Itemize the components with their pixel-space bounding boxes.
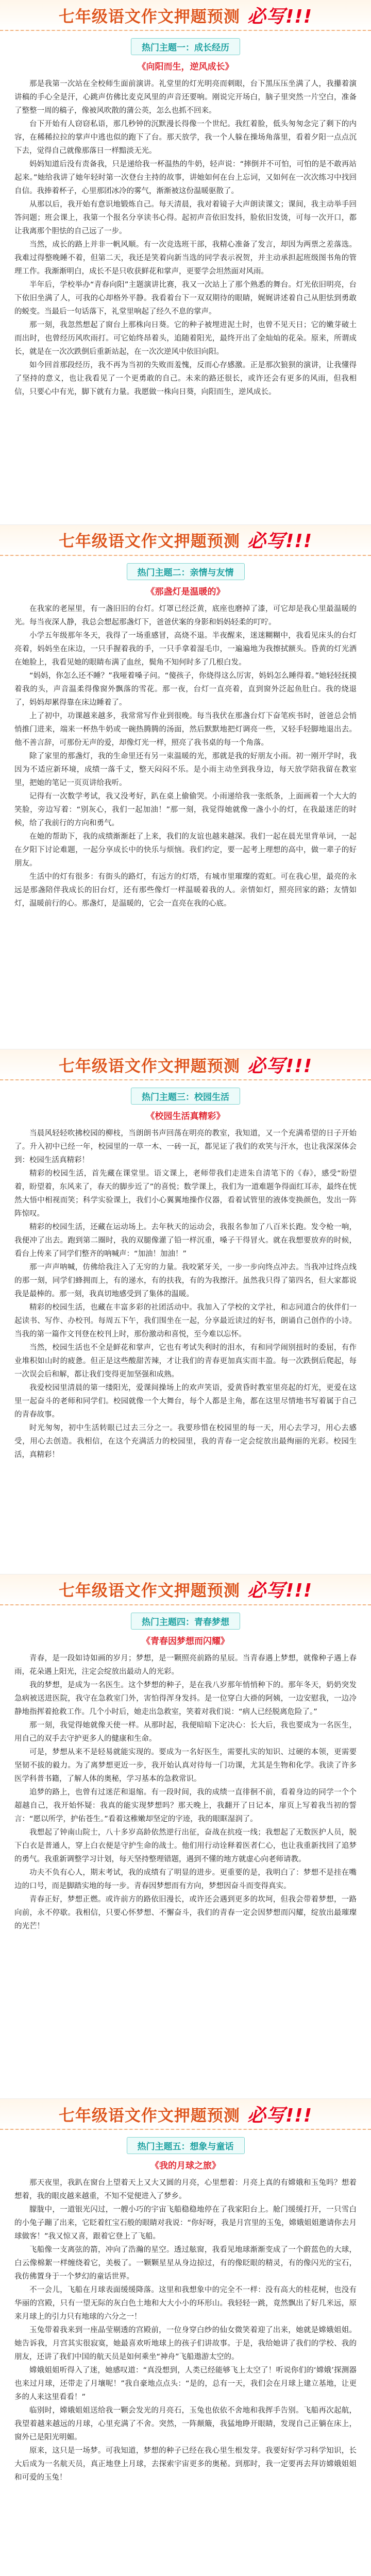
section-header (0, 1574, 371, 1605)
essay-body (0, 2176, 371, 2484)
section-header (0, 525, 371, 556)
essay-paragraph: 那一刻，我忽然想起了窗台上那株向日葵。它的种子被埋进泥土时，也曾不见天日；它的嫩芽破土而出时，也曾经历风吹雨打。可它始终昂着头，追随着阳光，最终开出了金灿灿的花朵。原来，所谓成长，就是在一次次跌倒后重新站起，在一次次逆风中依旧向阳。 (14, 321, 357, 356)
essay-paragraph: 精彩的校园生活，还藏在运动场上。去年秋天的运动会，我报名参加了八百米长跑。发令枪一响，我便冲了出去。跑到第二圈时，我的双腿像灌了铅一样沉重，嗓子干得冒火。就在我想要放弃的时候，看台上传来了同学们整齐的呐喊声：“加油！加油！” (14, 1223, 357, 1258)
essay-paragraph: 功夫不负有心人，期末考试，我的成绩有了明显的进步。更重要的是，我明白了：梦想不是挂在嘴边的口号，而是脚踏实地的每一步。青春因梦想而有方向，梦想因奋斗而变得真实。 (14, 1868, 357, 1890)
essay-paragraph: 当然，校园生活也不全是鲜花和掌声，它也有考试失利时的泪水，有和同学闹别扭时的委屈，有作业堆积如山时的疲惫。但正是这些酸甜苦辣，才让我们的青春更加真实而丰盈。每一次跌倒后爬起，每一次误会后和解，都让我们变得更加坚强和成熟。 (14, 1344, 357, 1379)
must-write-tag: 必写!!! (247, 6, 313, 27)
essay-title: 《我的月球之旅》 (150, 2161, 221, 2171)
essay-paragraph: 生活中的灯有很多：有街头的路灯，有远方的灯塔，有城市里璀璨的霓虹。可在我心里，最亮的永远是那盏陪伴我成长的旧台灯，还有那些像灯一样温暖着我的人。亲情如灯，照亮回家的路；友情如灯，温暖前行的心。那盏灯，是温暖的，它会一直亮在我的心底。 (14, 872, 357, 908)
essay-paragraph: “妈妈，你怎么还不睡？”我哑着嗓子问。“傻孩子，你烧得这么厉害，妈妈怎么睡得着。”她轻轻抚摸着我的头，声音温柔得像窗外飘落的雪花。那一夜，台灯一直亮着，直到窗外泛起鱼肚白。我的烧退了，妈妈却累得靠在床边睡着了。 (14, 671, 357, 707)
must-write-tag: 必写!!! (247, 2105, 313, 2126)
essay-section (0, 0, 371, 525)
essay-body (0, 1127, 371, 1462)
theme-label: 热门主题四：青春梦想 (131, 1613, 240, 1630)
theme-label: 热门主题二：亲情与友情 (127, 563, 245, 580)
essay-paragraph: 原来，这只是一场梦。可我知道，梦想的种子已经在我心里生根发芽。我要好好学习科学知识，长大后成为一名航天员，真正地登上月球，去探索宇宙更多的奥秘。到那时，我一定要再去拜访嫦娥姐姐和可爱的玉兔！ (14, 2447, 357, 2482)
essay-paragraph: 当晨风轻轻吹拂校园的柳枝，当朗朗书声回荡在明亮的教室，我知道，又一个充满希望的日子开始了。升入初中已经一年，校园里的一草一木、一砖一瓦，都见证了我们的欢笑与汗水，也让我深深体会到：校园生活真精彩！ (14, 1129, 357, 1164)
essay-paragraph: 时光匆匆，初中生活转眼已过去三分之一。我要珍惜在校园里的每一天，用心去学习，用心去感受，用心去创造。我相信，在这个充满活力的校园里，我的青春一定会绽放出最绚丽的光彩。校园生活，真精彩！ (14, 1424, 357, 1459)
must-write-tag: 必写!!! (247, 531, 313, 552)
must-write-tag: 必写!!! (247, 1580, 313, 1601)
essay-paragraph: 嫦娥姐姐听得入了迷，她感叹道：“真没想到，人类已经能够飞上太空了！听说你们的‘嫦娥’探测器也来过月球，还带走了月壤呢！”我自豪地点点头：“是的，总有一天，我们会在月球上建立基地，让更多的人来这里看看！” (14, 2366, 357, 2401)
essay-paragraph: 朦胧中，一道银光闪过，一艘小巧的宇宙飞船稳稳地停在了我家阳台上。舱门缓缓打开，一只雪白的小兔子蹦了出来，它眨着红宝石般的眼睛对我说：“你好呀，我是月宫里的玉兔，嫦娥姐姐邀请你去月球做客！”我又惊又喜，跟着它登上了飞船。 (14, 2206, 357, 2241)
essay-paragraph: 上了初中，功课越来越多，我常常写作业到很晚。每当我伏在那盏台灯下奋笔疾书时，爸爸总会悄悄推门进来，端来一杯热牛奶或一碗热腾腾的汤面，然后默默地把灯调亮一些，又轻手轻脚地退出去。他不善言辞，可那份无声的爱，却像灯光一样，照亮了我书桌的每一个角落。 (14, 711, 357, 747)
essay-paragraph: 半年后，学校举办“青春向阳”主题演讲比赛，我又一次站上了那个熟悉的舞台。灯光依旧明亮，台下依旧坐满了人，可我的心却格外平静。我看着台下一双双期待的眼睛，娓娓讲述着自己从胆怯到勇敢的蜕变。当最后一句话落下，礼堂里响起了经久不息的掌声。 (14, 281, 357, 316)
essay-body (0, 77, 371, 399)
essay-title: 《那盏灯是温暖的》 (146, 586, 225, 597)
header-title: 七年级语文作文押题预测 (58, 1057, 240, 1076)
essay-section (0, 525, 371, 1050)
header-title: 七年级语文作文押题预测 (58, 2106, 240, 2125)
essay-section (0, 2099, 371, 2576)
essay-paragraph: 从那以后，我开始有意识地锻炼自己。每天清晨，我对着镜子大声朗读课文；课间，我主动举手回答问题；班会课上，我第一个报名分享读书心得。起初声音依旧发抖，脸依旧发烫，可每一次开口，都让我离那个胆怯的自己远了一步。 (14, 200, 357, 235)
essay-paragraph: 除了家里的那盏灯，我的生命里还有另一束温暖的光，那就是我的好朋友小雨。初一刚开学时，我因为不适应新环境，成绩一落千丈，整天闷闷不乐。是小雨主动坐到我身边，每天放学陪我留在教室里，把她的笔记一页页讲给我听。 (14, 752, 357, 787)
header-title: 七年级语文作文押题预测 (58, 532, 240, 551)
header-title: 七年级语文作文押题预测 (58, 7, 240, 26)
essay-paragraph: 妈妈知道后没有责备我，只是递给我一杯温热的牛奶，轻声说：“摔倒并不可怕，可怕的是不敢再站起来。”她给我讲了她年轻时第一次登台主持的故事，讲她如何在台上忘词，又如何在一次次练习中找回自信。我捧着杯子，心里那团冰冷的雾气，渐渐被这份温暖驱散了。 (14, 160, 357, 195)
must-write-tag: 必写!!! (247, 1055, 313, 1077)
essay-body (0, 1652, 371, 1933)
essay-paragraph: 我的梦想，是成为一名医生。这个梦想的种子，是在我八岁那年悄悄种下的。那年冬天，奶奶突发急病被送进医院，我守在急救室门外，害怕得浑身发抖。是一位穿白大褂的阿姨，一边安慰我，一边冷静地指挥着抢救工作。几个小时后，她走出急救室，笑着对我们说：“病人已经脱离危险了。” (14, 1681, 357, 1716)
essay-paragraph: 飞船像一支离弦的箭，冲向了浩瀚的星空。透过舷窗，我看见地球渐渐变成了一个蔚蓝色的大球，白云像棉絮一样缠绕着它，美极了。一颗颗星星从身边掠过，有的像眨眼的精灵，有的像闪光的宝石，我仿佛置身于一个梦幻的童话世界。 (14, 2246, 357, 2281)
essay-paragraph: 青春，是一段如诗如画的岁月；梦想，是一颗照亮前路的星辰。当青春遇上梦想，就像种子遇上春雨，花朵遇上阳光，注定会绽放出最动人的光彩。 (14, 1654, 357, 1676)
theme-label: 热门主题三：校园生活 (131, 1088, 240, 1105)
theme-label: 热门主题五：想象与童话 (127, 2137, 245, 2154)
section-header (0, 2099, 371, 2130)
essay-title: 《青春因梦想而闪耀》 (142, 1636, 229, 1647)
essay-paragraph: 不一会儿，飞船在月球表面缓缓降落。这里和我想象中的完全不一样：没有高大的桂花树，也没有华丽的宫殿，只有一望无际的灰白色土地和大大小小的环形山。我轻轻一跳，竟然飘出了好几米远，原来月球上的引力只有地球的六分之一！ (14, 2286, 357, 2321)
essay-paragraph: 小学五年级那年冬天，我得了一场重感冒，高烧不退。半夜醒来，迷迷糊糊中，我看见床头的台灯亮着，妈妈坐在床边，一只手握着我的手，一只手拿着湿毛巾，一遍遍地为我擦拭额头。昏黄的灯光洒在她脸上，我看见她的眼睛布满了血丝，鬓角不知何时多了几根白发。 (14, 631, 357, 667)
essay-paragraph: 记得有一次数学考试，我又没考好，趴在桌上偷偷哭。小雨递给我一张纸条，上面画着一个大大的笑脸，旁边写着：“别灰心，我们一起加油！”那一刻，我觉得她就像一盏小小的灯，在我最迷茫的时候，给了我前行的方向和勇气。 (14, 792, 357, 827)
section-header (0, 1049, 371, 1080)
theme-label: 热门主题一：成长经历 (131, 38, 240, 55)
essay-paragraph: 那一声声呐喊，仿佛给我注入了无穷的力量。我咬紧牙关，一步一步向终点冲去。当我冲过终点线的那一刻，同学们蜂拥而上，有的递水，有的扶我，有的为我擦汗。虽然我只得了第四名，但大家都说我是最棒的。那一刻，我真切地感受到了集体的温暖。 (14, 1263, 357, 1298)
essay-section (0, 1574, 371, 2099)
essay-section (0, 1049, 371, 1574)
essay-paragraph: 当然，成长的路上并非一帆风顺。有一次竞选班干部，我精心准备了发言，却因为两票之差落选。我难过得整晚睡不着，但第二天，我还是笑着向新当选的同学表示祝贺，并主动承担起班级图书角的管理工作。我渐渐明白，成长不是只收获鲜花和掌声，更要学会坦然面对风雨。 (14, 241, 357, 276)
essay-paragraph: 台下开始有人窃窃私语，那几秒钟的沉默漫长得像一个世纪。我红着脸，低头匆匆念完了剩下的内容，在稀稀拉拉的掌声中逃也似的跑下了台。那天放学，我一个人躲在操场角落里，看着夕阳一点点沉下去，觉得自己就像那落日一样黯淡无光。 (14, 120, 357, 155)
essay-paragraph: 临别时，嫦娥姐姐送给我一颗会发光的月亮石，玉兔也依依不舍地和我挥手告别。飞船再次起航，我望着越来越远的月球，心里充满了不舍。突然，一阵颠簸，我猛地睁开眼睛，发现自己正躺在床上，窗外已是阳光明媚。 (14, 2406, 357, 2442)
essay-paragraph: 在她的帮助下，我的成绩渐渐赶了上来，我们的友谊也越来越深。我们一起在晨光里背单词，一起在夕阳下讨论难题，一起分享成长中的快乐与烦恼。我们约定，要一起考上理想的高中，做一辈子的好朋友。 (14, 832, 357, 868)
essay-paragraph: 可是，梦想从来不是轻易就能实现的。要成为一名好医生，需要扎实的知识、过硬的本领，更需要坚韧不拔的毅力。为了离梦想更近一步，我开始认真对待每一门功课，尤其是生物和化学。我读了许多医学科普书籍，了解人体的奥秘，学习基本的急救常识。 (14, 1748, 357, 1783)
essay-title: 《向阳而生，逆风成长》 (137, 62, 234, 72)
essay-paragraph: 如今回首那段经历，我不再为当初的失败而羞愧，反而心存感激。正是那次狼狈的演讲，让我懂得了坚持的意义，也让我看见了一个更勇敢的自己。未来的路还很长，或许还会有更多的风雨，但我相信，只要心中有光，脚下就有力量。我愿做一株向日葵，向阳而生，逆风成长。 (14, 361, 357, 396)
essay-paragraph: 我爱校园里清晨的第一缕阳光，爱课间操场上的欢声笑语，爱黄昏时教室里亮起的灯光，更爱在这里一起奋斗的老师和同学们。校园就像一个大舞台，每个人都是主角，都在这里尽情地书写着属于自己的青春故事。 (14, 1384, 357, 1419)
essay-paragraph: 那天夜里，我趴在窗台上望着天上又大又圆的月亮，心里想着：月亮上真的有嫦娥和玉兔吗？想着想着，我的眼皮越来越重，不知不觉便进入了梦乡。 (14, 2179, 357, 2200)
section-header (0, 0, 371, 31)
essay-paragraph: 那是我第一次站在全校师生面前演讲。礼堂里的灯光明亮而刺眼，台下黑压压坐满了人，我攥着演讲稿的手心全是汗，心跳声仿佛比麦克风里的声音还要响。刚说完开场白，脑子里突然一片空白，准备了整整一周的稿子，像被风吹散的蒲公英，怎么也抓不回来。 (14, 80, 357, 115)
essay-paragraph: 精彩的校园生活，也藏在丰富多彩的社团活动中。我加入了学校的文学社，和志同道合的伙伴们一起读书、写作、办校刊。每周五下午，我们围坐在一起，分享最近读过的好书，朗诵自己创作的小诗。当我的第一篇作文刊登在校刊上时，那份激动和喜悦，至今难以忘怀。 (14, 1303, 357, 1338)
header-title: 七年级语文作文押题预测 (58, 1582, 240, 1600)
essay-title: 《校园生活真精彩》 (146, 1111, 225, 1122)
essay-paragraph: 追梦的路上，也曾有过迷茫和退缩。有一段时间，我的成绩一直徘徊不前，看着身边的同学一个个超越自己，我开始怀疑：我真的能实现梦想吗？那天晚上，我翻开了日记本，扉页上写着我当初的誓言：“愿以所学，护佑苍生。”看着这稚嫩却坚定的字迹，我的眼眶湿润了。 (14, 1788, 357, 1823)
essay-paragraph: 我想起了钟南山院士，八十多岁高龄依然逆行出征，奋战在抗疫一线；我想起了无数医护人员，脱下白衣是普通人，穿上白衣便是守护生命的战士。他们用行动诠释着医者仁心，也让我重新找回了追梦的勇气。我重新调整学习计划，每天坚持整理错题，遇到不懂的地方就虚心向老师请教。 (14, 1828, 357, 1863)
essay-body (0, 602, 371, 910)
essay-paragraph: 在我家的老屋里，有一盏旧旧的台灯。灯罩已经泛黄，底座也磨掉了漆，可它却是我心里最温暖的光。每当夜深人静，我总会想起那盏灯下，爸爸伏案的身影和妈妈轻柔的叮咛。 (14, 604, 357, 626)
essay-paragraph: 精彩的校园生活，首先藏在课堂里。语文课上，老师带我们走进朱自清笔下的《春》，感受“盼望着，盼望着，东风来了，春天的脚步近了”的喜悦；数学课上，我们为一道难题争得面红耳赤，最终在恍然大悟中相视而笑；科学实验课上，我们小心翼翼地操作仪器，看着试管里的液体变换颜色，发出一阵阵惊叹。 (14, 1170, 357, 1218)
essay-paragraph: 那一刻，我觉得她就像天使一样。从那时起，我便暗暗下定决心：长大后，我也要成为一名医生，用自己的双手去守护更多人的健康和生命。 (14, 1721, 357, 1743)
essay-paragraph: 玉兔带着我来到一座晶莹剔透的宫殿前，一位身穿白纱的仙女微笑着迎了出来，她就是嫦娥姐姐。她告诉我，月宫其实很寂寞，她最喜欢听地球上的孩子们讲故事。于是，我给她讲了我们的学校、我的朋友，还讲了我们中国的航天员是如何乘坐“神舟”飞船遨游太空的。 (14, 2326, 357, 2361)
essay-paragraph: 青春正好，梦想正燃。或许前方的路依旧漫长，或许还会遇到更多的坎坷，但我会带着梦想，一路向前，永不停歇。我相信，只要心怀梦想、不懈奋斗，我们的青春一定会因梦想而闪耀，绽放出最璀璨的光芒！ (14, 1895, 357, 1930)
